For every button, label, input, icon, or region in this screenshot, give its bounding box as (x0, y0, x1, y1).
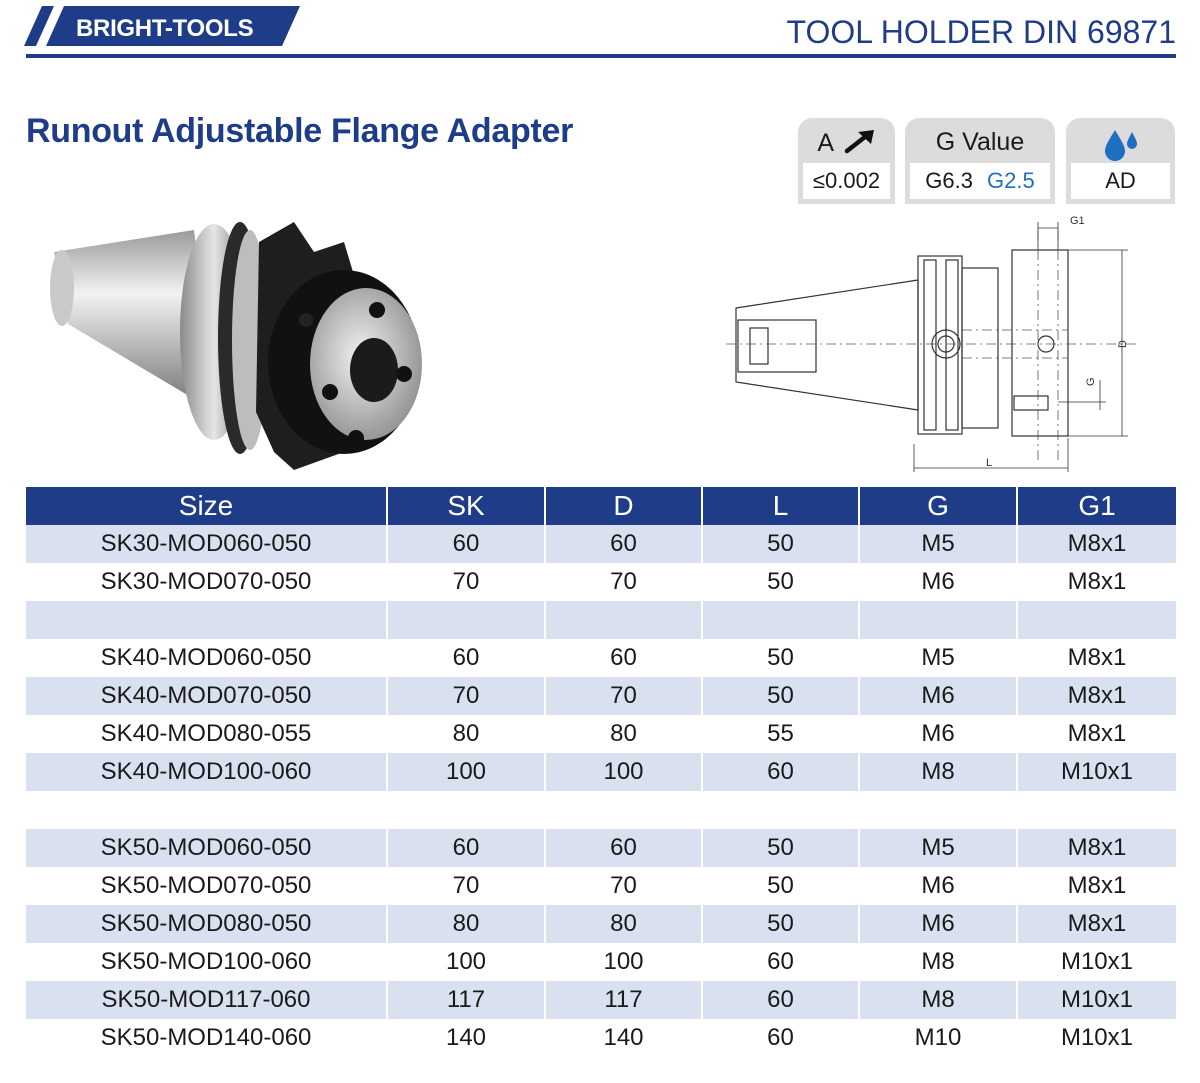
product-title: Runout Adjustable Flange Adapter (26, 112, 574, 150)
column-header-g: G (860, 487, 1018, 525)
table-cell-g1: M8x1 (1067, 530, 1127, 557)
table-cell-size: SK40-MOD080-055 (26, 715, 388, 753)
table-row (26, 715, 1176, 753)
column-header-size: Size (26, 487, 388, 525)
table-cell-d: 80 (546, 715, 703, 753)
table-row (26, 905, 1176, 943)
table-cell-l (703, 601, 860, 639)
table-cell-size (26, 791, 388, 829)
table-cell-size: SK50-MOD100-060 (26, 943, 388, 981)
table-cell-g1 (1018, 601, 1176, 639)
table-cell-d: 70 (546, 677, 703, 715)
table-cell-size: SK50-MOD060-050 (26, 829, 388, 867)
table-row (26, 563, 1176, 601)
balance-spec-label: G Value (935, 128, 1025, 156)
brand-logo (24, 6, 300, 46)
table-cell-d: 117 (546, 981, 703, 1019)
table-cell-d (546, 601, 703, 639)
table-cell-d: 60 (546, 829, 703, 867)
table-cell-g1: M10x1 (1060, 1024, 1134, 1051)
table-cell-g: M6 (860, 677, 1018, 715)
table-cell-sk (388, 791, 546, 829)
coolant-drops-icon (1101, 128, 1141, 162)
table-cell-size: SK30-MOD060-050 (26, 525, 388, 563)
column-header-d: D (546, 487, 703, 525)
table-cell-g: M6 (860, 563, 1018, 601)
table-cell-sk: 60 (388, 639, 546, 677)
table-cell-d: 100 (546, 753, 703, 791)
table-cell-g (860, 791, 1018, 829)
table-cell-sk: 100 (388, 943, 546, 981)
table-cell-d: 60 (546, 525, 703, 563)
table-cell-size: SK30-MOD070-050 (26, 563, 388, 601)
table-cell-sk: 140 (388, 1019, 546, 1057)
table-cell-g1: M10x1 (1060, 986, 1134, 1013)
table-cell-g1: M8x1 (1067, 720, 1127, 747)
column-header-sk: SK (388, 487, 546, 525)
table-cell-l (703, 791, 860, 829)
table-row (26, 601, 1176, 639)
table-cell-size: SK50-MOD080-050 (26, 905, 388, 943)
table-row (26, 525, 1176, 563)
table-row (26, 943, 1176, 981)
drawing-label-d: D (1117, 340, 1129, 348)
table-cell-size: SK40-MOD100-060 (26, 753, 388, 791)
table-body (26, 525, 1176, 1057)
table-cell-g1: M10x1 (1060, 948, 1134, 975)
table-cell-size: SK50-MOD117-060 (26, 981, 388, 1019)
table-cell-l: 60 (703, 753, 860, 791)
table-cell-l: 55 (703, 715, 860, 753)
size-table (26, 487, 1176, 1057)
table-cell-g: M6 (860, 905, 1018, 943)
table-cell-sk: 80 (388, 715, 546, 753)
runout-spec-value: ≤0.002 (803, 163, 890, 199)
coolant-spec (1066, 118, 1175, 204)
table-cell-sk: 60 (388, 829, 546, 867)
table-cell-g: M8 (860, 753, 1018, 791)
balance-value-g63: G6.3 (925, 168, 973, 193)
table-cell-d: 80 (546, 905, 703, 943)
table-cell-d: 100 (546, 943, 703, 981)
document-title: TOOL HOLDER DIN 69871 (786, 14, 1176, 50)
column-header-l: L (703, 487, 860, 525)
table-cell-g1: M8x1 (1067, 682, 1127, 709)
table-cell-g: M5 (860, 829, 1018, 867)
table-row (26, 753, 1176, 791)
product-photo (44, 212, 424, 474)
table-row (26, 1019, 1176, 1057)
table-row (26, 639, 1176, 677)
table-cell-sk: 117 (388, 981, 546, 1019)
table-row (26, 981, 1176, 1019)
table-cell-d: 60 (546, 639, 703, 677)
table-cell-size: SK50-MOD070-050 (26, 867, 388, 905)
drawing-label-l: L (986, 457, 993, 469)
table-cell-g (860, 601, 1018, 639)
balance-spec (905, 118, 1055, 204)
table-cell-l: 60 (703, 943, 860, 981)
column-header-g1: G1 (1078, 490, 1116, 521)
table-row (26, 791, 1176, 829)
table-cell-g: M5 (860, 639, 1018, 677)
table-cell-size: SK50-MOD140-060 (26, 1019, 388, 1057)
table-cell-size (26, 601, 388, 639)
runout-spec-header (798, 128, 895, 158)
table-cell-l: 50 (703, 677, 860, 715)
table-cell-sk: 70 (388, 867, 546, 905)
table-cell-g1: M8x1 (1067, 834, 1127, 861)
table-cell-sk: 70 (388, 563, 546, 601)
table-cell-size: SK40-MOD060-050 (26, 639, 388, 677)
table-cell-d: 70 (546, 867, 703, 905)
table-cell-sk: 80 (388, 905, 546, 943)
table-cell-g: M8 (860, 943, 1018, 981)
table-cell-l: 50 (703, 639, 860, 677)
table-cell-g: M8 (860, 981, 1018, 1019)
table-cell-sk: 100 (388, 753, 546, 791)
coolant-spec-value: AD (1071, 163, 1170, 199)
table-row (26, 829, 1176, 867)
table-cell-l: 60 (703, 1019, 860, 1057)
table-cell-l: 50 (703, 905, 860, 943)
table-cell-l: 60 (703, 981, 860, 1019)
table-cell-l: 50 (703, 525, 860, 563)
table-cell-sk (388, 601, 546, 639)
table-row (26, 677, 1176, 715)
table-cell-d: 70 (546, 563, 703, 601)
brand-name: BRIGHT-TOOLS (76, 15, 254, 42)
table-header-row (26, 487, 1176, 525)
table-cell-l: 50 (703, 563, 860, 601)
runout-spec (798, 118, 895, 204)
runout-spec-label: A (817, 129, 833, 157)
table-cell-d: 140 (546, 1019, 703, 1057)
table-cell-g: M6 (860, 867, 1018, 905)
table-cell-g1 (1018, 791, 1176, 829)
table-cell-l: 50 (703, 829, 860, 867)
technical-drawing (718, 210, 1150, 478)
header-divider (26, 54, 1176, 58)
table-cell-size: SK40-MOD070-050 (26, 677, 388, 715)
balance-value-g25: G2.5 (987, 168, 1035, 193)
table-cell-l: 50 (703, 867, 860, 905)
table-cell-d (546, 791, 703, 829)
balance-spec-value (910, 163, 1050, 199)
drawing-label-g: G (1085, 377, 1097, 386)
table-cell-g1: M8x1 (1067, 568, 1127, 595)
table-cell-g: M10 (860, 1019, 1018, 1057)
table-row (26, 867, 1176, 905)
drawing-label-g1: G1 (1070, 215, 1085, 227)
table-cell-sk: 60 (388, 525, 546, 563)
table-cell-g1: M10x1 (1060, 758, 1134, 785)
table-cell-g1: M8x1 (1067, 910, 1127, 937)
arrow-up-right-icon (844, 128, 876, 154)
table-cell-sk: 70 (388, 677, 546, 715)
table-cell-g1: M8x1 (1067, 872, 1127, 899)
table-cell-g: M6 (860, 715, 1018, 753)
table-cell-g: M5 (860, 525, 1018, 563)
table-cell-g1: M8x1 (1067, 644, 1127, 671)
